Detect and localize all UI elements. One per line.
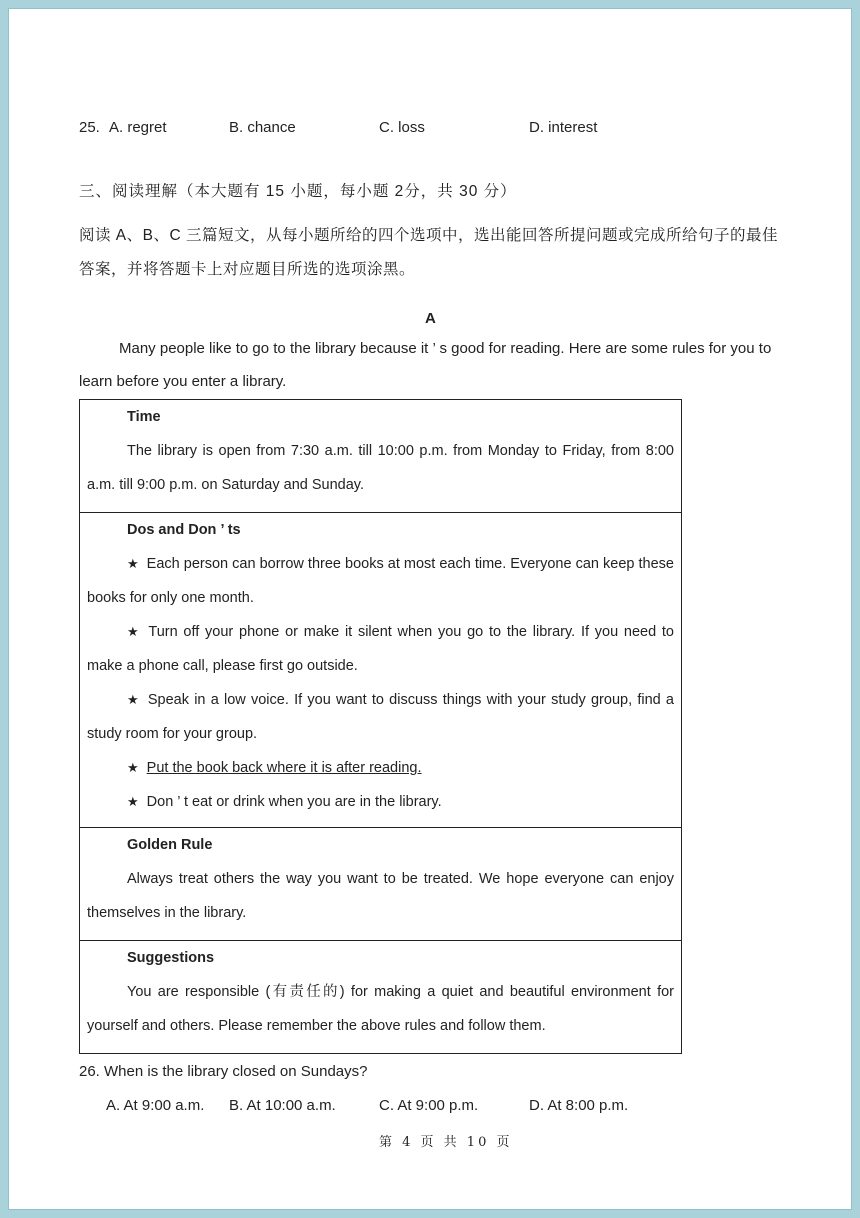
q26-option-b: B. At 10:00 a.m.	[229, 1097, 336, 1114]
passage-intro: Many people like to go to the library because it ’ s good for reading. Here are some rules for you to learn before you enter a library.	[79, 340, 772, 390]
q26-option-a: A. At 9:00 a.m.	[106, 1097, 205, 1114]
dos-item-text: Turn off your phone or make it silent when you go to the library. If you need to make a phone call, please first go outside.	[87, 624, 674, 674]
dos-item	[87, 785, 674, 819]
exam-page	[8, 8, 852, 1210]
dos-heading: Dos and Don ’ ts	[127, 522, 241, 538]
time-heading: Time	[127, 409, 161, 425]
q25-option-d: D. interest	[529, 119, 598, 136]
star-icon: ★	[127, 794, 139, 809]
q26-question: 26. When is the library closed on Sundays?	[79, 1063, 368, 1080]
page-footer: 第 4 页 共 10 页	[379, 1135, 513, 1150]
dos-item	[87, 683, 674, 751]
suggestions-heading: Suggestions	[127, 950, 215, 966]
q25-option-b: B. chance	[229, 119, 296, 136]
dos-item-text: Each person can borrow three books at most each time. Everyone can keep these books for only one month.	[87, 556, 674, 606]
dos-item-text: Don ’ t eat or drink when you are in the library.	[146, 794, 442, 810]
rules-row-golden	[80, 828, 682, 941]
rules-row-time	[80, 400, 682, 513]
rules-row-dos	[80, 513, 682, 828]
q25-option-c: C. loss	[379, 119, 425, 136]
star-icon: ★	[127, 624, 141, 639]
section-heading: 三、阅读理解（本大题有 15 小题，每小题 2分，共 30 分）	[79, 183, 517, 200]
q25-option-a: A. regret	[109, 119, 167, 136]
dos-item-text: Speak in a low voice. If you want to discuss things with your study group, find a study room for your group.	[87, 692, 674, 742]
passage-title: A	[425, 310, 436, 327]
golden-body: Always treat others the way you want to be treated. We hope everyone can enjoy themselves in the library.	[87, 871, 674, 921]
q26-option-c: C. At 9:00 p.m.	[379, 1097, 479, 1114]
star-icon: ★	[127, 760, 139, 775]
dos-item-text: Put the book back where it is after reading.	[146, 760, 422, 776]
golden-heading: Golden Rule	[127, 837, 213, 853]
time-body: The library is open from 7:30 a.m. till 10:00 p.m. from Monday to Friday, from 8:00 a.m. till 9:00 p.m. on Saturday and Sunday.	[87, 443, 674, 493]
dos-item	[87, 615, 674, 683]
star-icon: ★	[127, 692, 140, 707]
suggestions-body: You are responsible (有责任的) for making a quiet and beautiful environment for yourself and others. Please remember the above rules and follow them.	[87, 984, 674, 1034]
library-rules-table	[79, 399, 682, 1054]
section-instructions: 阅读 A、B、C 三篇短文，从每小题所给的四个选项中，选出能回答所提问题或完成所给句子的最佳答案，并将答题卡上对应题目所选的选项涂黑。	[79, 227, 778, 278]
dos-item	[87, 547, 674, 615]
dos-item	[87, 751, 674, 785]
q25-number: 25.	[79, 119, 100, 136]
q26-option-d: D. At 8:00 p.m.	[529, 1097, 629, 1114]
rules-row-suggestions	[80, 941, 682, 1054]
star-icon: ★	[127, 556, 139, 571]
